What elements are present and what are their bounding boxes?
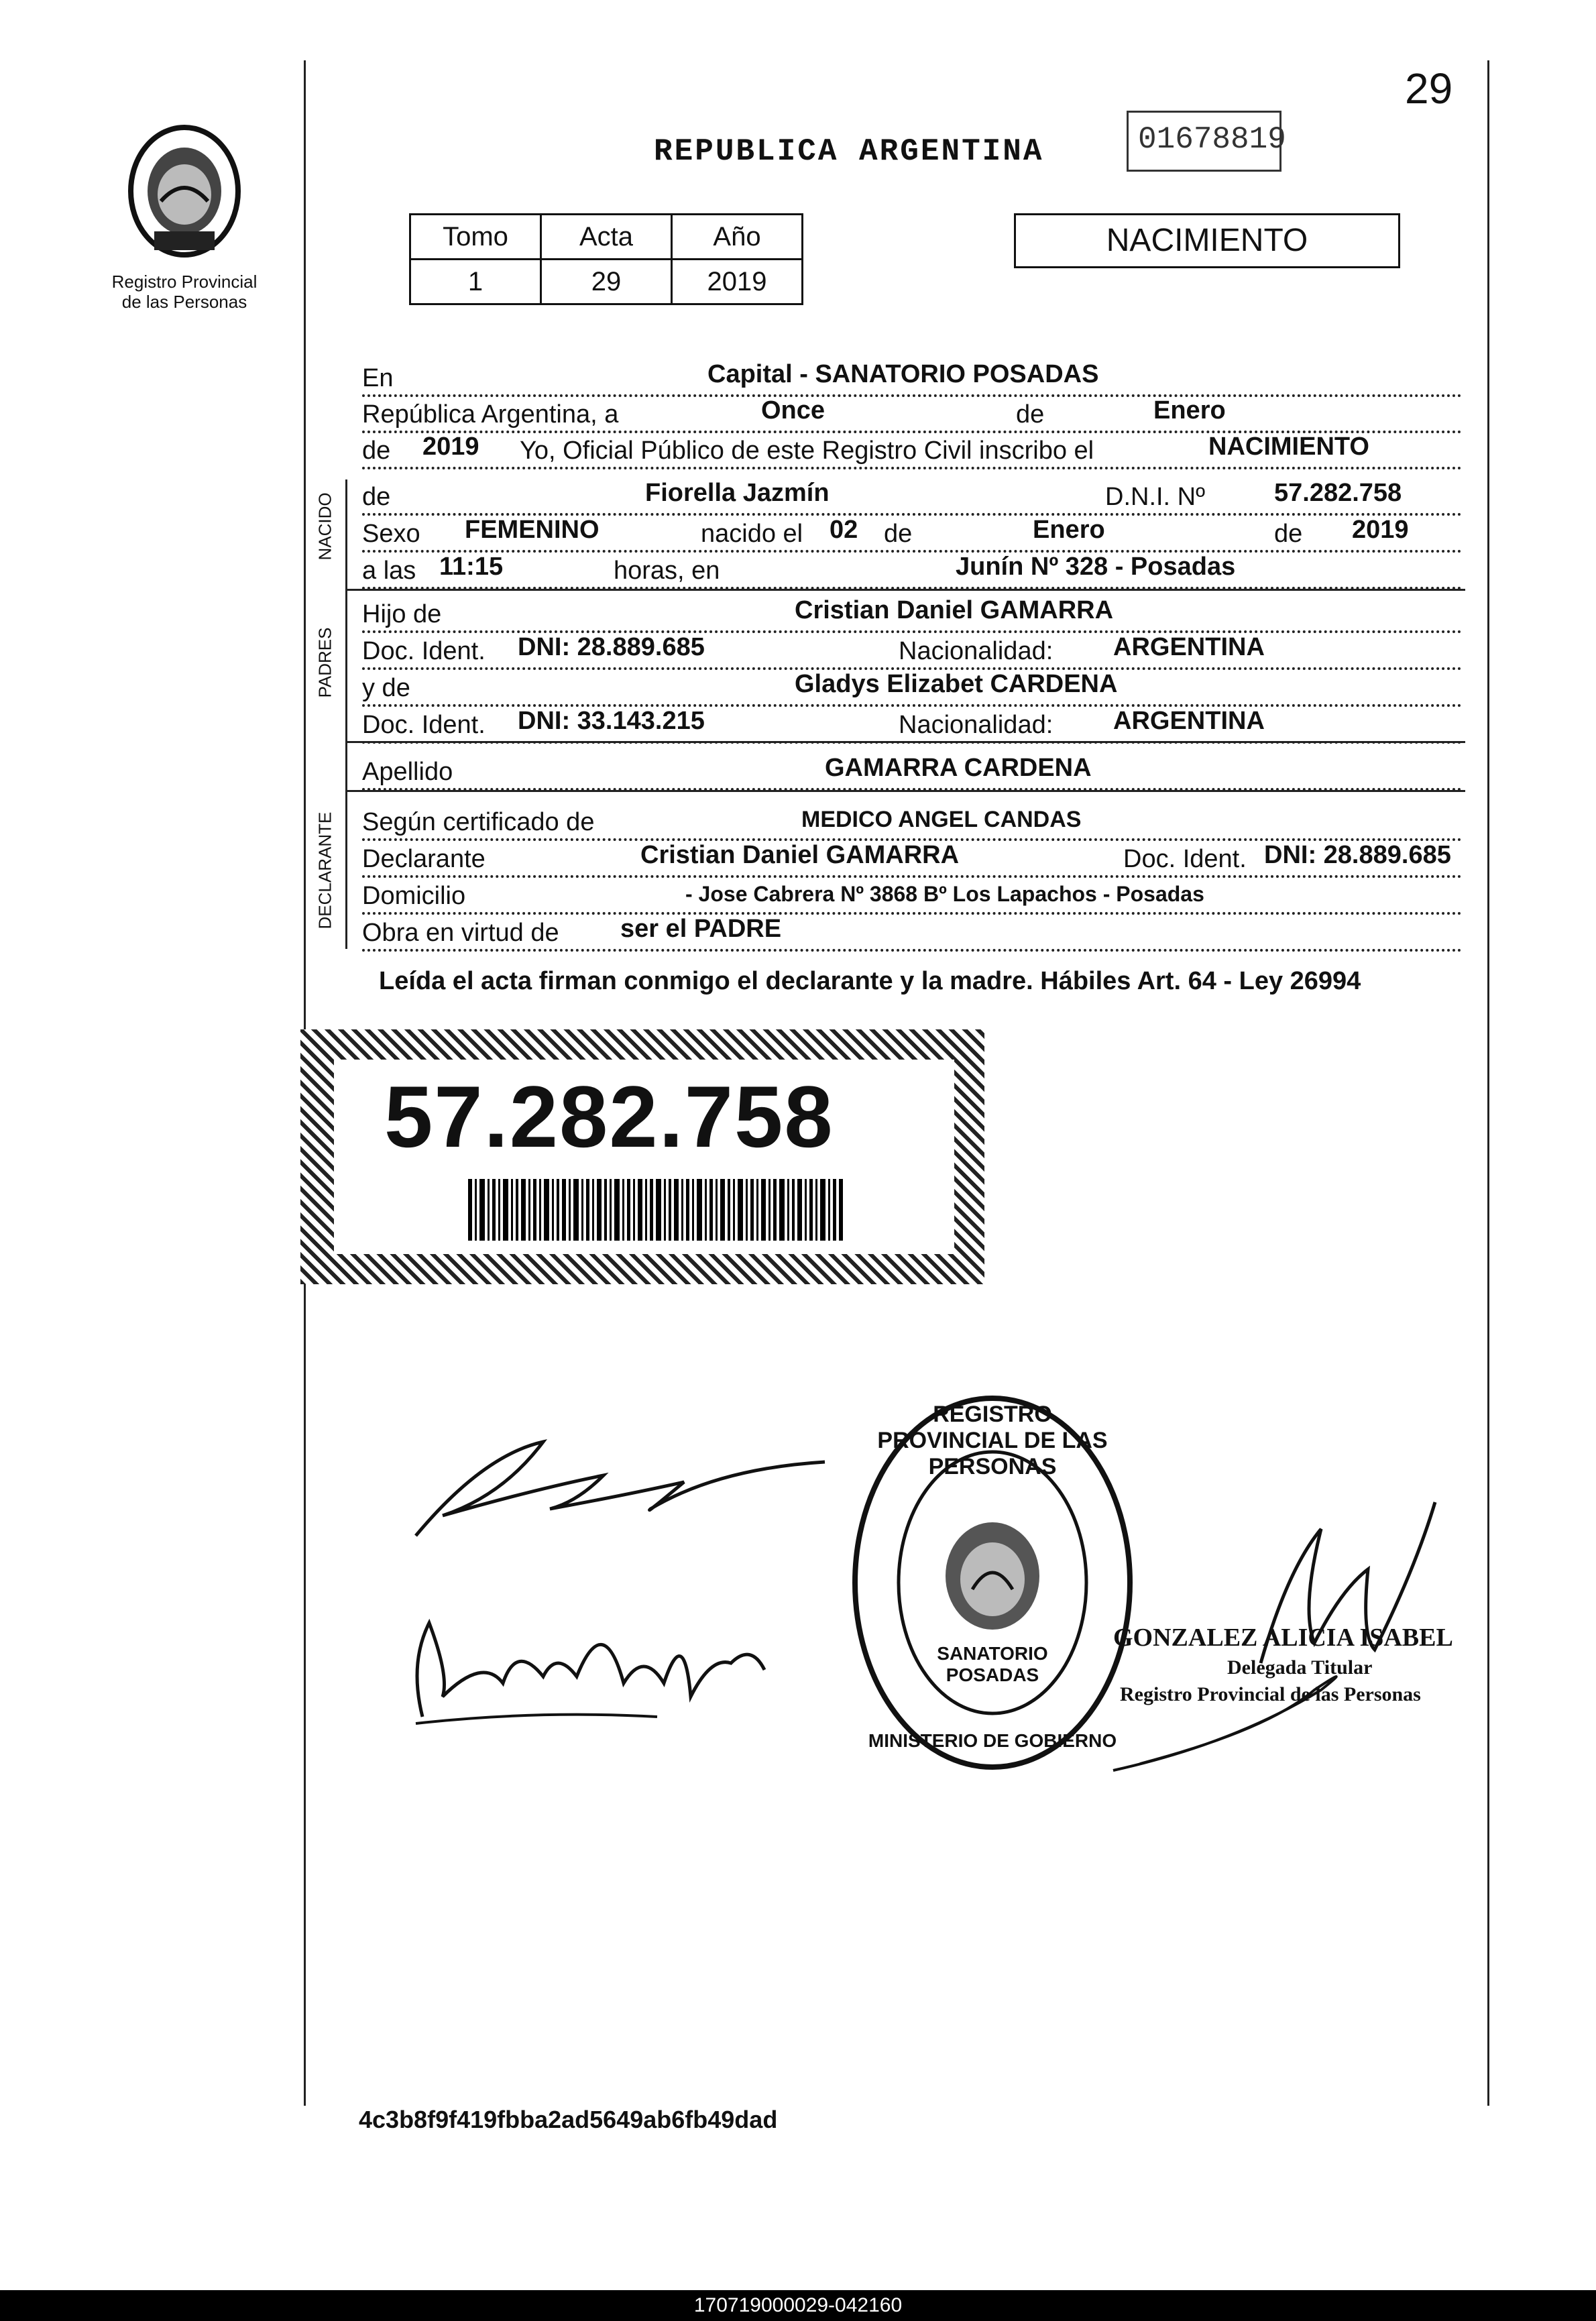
row-apellido: [362, 748, 1462, 791]
horas-label: horas, en: [614, 557, 722, 585]
row-obra: [362, 909, 1462, 952]
de-label-2: de: [362, 437, 393, 465]
nacido-de-label-3: de: [1274, 520, 1305, 549]
seal-outer-text: REGISTRO PROVINCIAL DE LAS PERSONAS: [877, 1402, 1108, 1479]
nacido-de-label: de: [362, 483, 393, 512]
birth-time: 11:15: [439, 553, 504, 581]
day-value: Once: [761, 396, 825, 424]
registry-seal: [848, 1388, 1137, 1777]
de-label: de: [1016, 400, 1047, 429]
sexo-label: Sexo: [362, 520, 423, 549]
tomo-acta-table: [409, 213, 803, 305]
anio-header: Año: [672, 215, 803, 260]
closing-text: Leída el acta firman conmigo el declarante y la madre. Hábiles Art. 64 - Ley 26994: [379, 967, 1361, 995]
divider-apellido: [345, 790, 1465, 792]
footer-bar: [0, 2290, 1596, 2321]
padres-section-label: PADRES: [315, 627, 335, 698]
official-signature: [1100, 1489, 1475, 1784]
footer-code: 170719000029-042160: [693, 2294, 903, 2316]
official-name: GONZALEZ ALICIA ISABEL: [1113, 1624, 1453, 1652]
declarante-doc: DNI: 28.889.685: [1264, 841, 1451, 869]
seal-bottom-text: MINISTERIO DE GOBIERNO: [868, 1730, 1117, 1751]
father-nationality: ARGENTINA: [1113, 633, 1265, 661]
dni-label: D.N.I. Nº: [1105, 483, 1208, 512]
right-border-line: [1487, 60, 1489, 2106]
registry-label-1: Registro Provincial: [111, 272, 258, 292]
father-doc-label: Doc. Ident.: [362, 637, 488, 666]
republica-label: República Argentina, a: [362, 400, 621, 429]
mother-doc: DNI: 33.143.215: [518, 707, 705, 735]
declarante-section-label: DECLARANTE: [315, 811, 335, 929]
declarante-name: Cristian Daniel GAMARRA: [640, 841, 960, 869]
row-year: [362, 427, 1462, 469]
official-title: Delegada Titular: [1227, 1656, 1373, 1679]
obra-label: Obra en virtud de: [362, 919, 562, 948]
tomo-value: 1: [410, 260, 541, 304]
acta-value: 29: [541, 260, 672, 304]
declarante-signature: [402, 1415, 832, 1549]
record-type: NACIMIENTO: [1106, 223, 1308, 258]
nacido-de-label-2: de: [884, 520, 915, 549]
dni-label-box: [300, 1029, 984, 1284]
birth-month: Enero: [1033, 516, 1105, 544]
birth-place: Junín Nº 328 - Posadas: [956, 553, 1236, 581]
place-value: Capital - SANATORIO POSADAS: [707, 360, 1099, 388]
year-value: 2019: [422, 433, 479, 461]
y-de-label: y de: [362, 674, 413, 703]
mother-nationality: ARGENTINA: [1113, 707, 1265, 735]
mother-signature: [402, 1583, 778, 1737]
father-nat-label: Nacionalidad:: [899, 637, 1056, 666]
official-office: Registro Provincial de las Personas: [1120, 1683, 1421, 1705]
dni-label-inner: [334, 1060, 954, 1254]
domicilio-label: Domicilio: [362, 882, 468, 911]
oficial-text: Yo, Oficial Público de este Registro Civil inscribo el: [520, 437, 1096, 465]
serial-stamp: [1127, 111, 1286, 172]
divider-padres: [345, 741, 1465, 743]
act-value: NACIMIENTO: [1208, 433, 1369, 461]
cert-label: Según certificado de: [362, 808, 597, 837]
seal-middle-text: SANATORIO POSADAS: [937, 1643, 1048, 1685]
mother-doc-label: Doc. Ident.: [362, 711, 488, 740]
birth-year: 2019: [1352, 516, 1409, 544]
child-dni: 57.282.758: [1274, 479, 1402, 507]
domicilio-value: - Jose Cabrera Nº 3868 Bº Los Lapachos - Posadas: [685, 882, 1204, 906]
document-hash: 4c3b8f9f419fbba2ad5649ab6fb49dad: [359, 2106, 778, 2133]
nacido-section-label: NACIDO: [315, 492, 335, 561]
apellido-label: Apellido: [362, 758, 455, 787]
serial-number: 01678819: [1138, 122, 1286, 157]
anio-value: 2019: [672, 260, 803, 304]
tomo-header: Tomo: [410, 215, 541, 260]
mother-nat-label: Nacionalidad:: [899, 711, 1056, 740]
page-number: 29: [1405, 64, 1453, 113]
section-divider-line: [345, 479, 347, 949]
father-doc: DNI: 28.889.685: [518, 633, 705, 661]
barcode: [468, 1179, 844, 1241]
declarante-label: Declarante: [362, 845, 488, 874]
emblem-text-bottom: [114, 248, 117, 249]
row-nacido-time: [362, 547, 1462, 589]
cert-value: MEDICO ANGEL CANDAS: [801, 807, 1082, 832]
en-label: En: [362, 364, 396, 393]
province-emblem: [114, 121, 255, 262]
registry-label-2: de las Personas: [121, 292, 247, 312]
record-type-box: [1014, 213, 1400, 268]
obra-value: ser el PADRE: [620, 915, 782, 943]
hijo-de-label: Hijo de: [362, 600, 444, 629]
father-name: Cristian Daniel GAMARRA: [795, 596, 1114, 624]
month-value: Enero: [1153, 396, 1226, 424]
child-name: Fiorella Jazmín: [645, 479, 830, 507]
country-title: REPUBLICA ARGENTINA: [654, 134, 1044, 169]
nacido-el-label: nacido el: [701, 520, 805, 549]
mother-name: Gladys Elizabet CARDENA: [795, 670, 1118, 698]
dni-number: 57.282.758: [384, 1068, 834, 1166]
apellido-value: GAMARRA CARDENA: [825, 754, 1092, 782]
birth-day: 02: [830, 516, 858, 544]
sexo-value: FEMENINO: [465, 516, 600, 544]
a-las-label: a las: [362, 557, 418, 585]
row-mother-doc: [362, 701, 1462, 744]
acta-header: Acta: [541, 215, 672, 260]
declarante-doc-label: Doc. Ident.: [1123, 845, 1249, 874]
